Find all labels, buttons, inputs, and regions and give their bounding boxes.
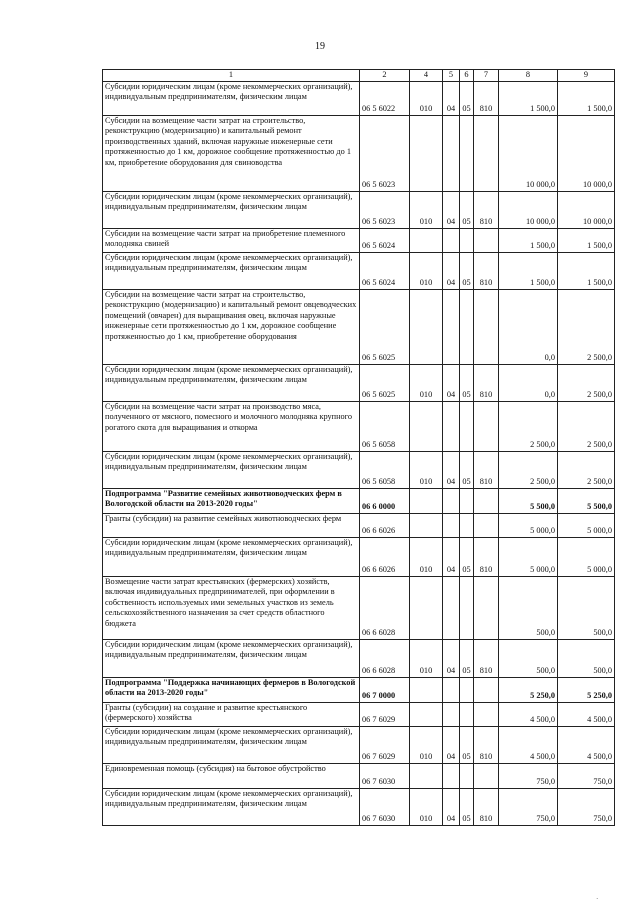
amount-cell: 500,0 (558, 576, 615, 639)
department-code-cell (410, 115, 443, 191)
subsection-cell: 05 (460, 537, 474, 576)
expense-type-cell (474, 401, 499, 451)
amount-cell: 10 000,0 (499, 115, 558, 191)
header-cell: 1 (103, 70, 360, 82)
subsection-cell (460, 228, 474, 252)
code-cell: 06 5 6024 (360, 228, 410, 252)
code-cell: 06 7 6030 (360, 763, 410, 788)
department-code-cell (410, 513, 443, 537)
amount-cell: 2 500,0 (558, 401, 615, 451)
code-cell: 06 5 6025 (360, 364, 410, 401)
description-cell: Субсидии юридическим лицам (кроме некоммерческих организаций), индивидуальным предпринимателям, физическим лицам (103, 726, 360, 763)
subsection-cell: 05 (460, 788, 474, 825)
department-code-cell: 010 (410, 451, 443, 488)
department-code-cell: 010 (410, 726, 443, 763)
subsection-cell: 05 (460, 364, 474, 401)
page-number: 19 (315, 41, 325, 52)
code-cell: 06 5 6024 (360, 252, 410, 289)
department-code-cell (410, 763, 443, 788)
amount-cell: 4 500,0 (499, 702, 558, 726)
section-cell: 04 (443, 726, 460, 763)
table-row (103, 364, 615, 401)
expense-type-cell: 810 (474, 364, 499, 401)
subsection-cell (460, 401, 474, 451)
table-row (103, 702, 615, 726)
table-row (103, 763, 615, 788)
subsection-cell (460, 488, 474, 513)
subsection-cell (460, 576, 474, 639)
subsection-cell: 05 (460, 191, 474, 228)
table-row (103, 726, 615, 763)
header-cell: 5 (443, 70, 460, 82)
expense-type-cell (474, 115, 499, 191)
corner-mark: · (596, 895, 599, 903)
description-cell: Субсидии на возмещение части затрат на приобретение племенного молодняка свиней (103, 228, 360, 252)
section-cell (443, 677, 460, 702)
subsection-cell: 05 (460, 639, 474, 677)
description-cell: Субсидии на возмещение части затрат на производство мяса, полученного от мясного, помесного и молочного молодняка крупного рогатого скота для выращивания и откорма (103, 401, 360, 451)
amount-cell: 5 000,0 (499, 513, 558, 537)
expense-type-cell: 810 (474, 81, 499, 115)
amount-cell: 0,0 (499, 364, 558, 401)
table-row (103, 115, 615, 191)
header-cell: 9 (558, 70, 615, 82)
subsection-cell: 05 (460, 451, 474, 488)
description-cell: Единовременная помощь (субсидия) на бытовое обустройство (103, 763, 360, 788)
table-row (103, 81, 615, 115)
code-cell: 06 7 6029 (360, 726, 410, 763)
table-row (103, 191, 615, 228)
section-cell (443, 228, 460, 252)
department-code-cell (410, 702, 443, 726)
table-row (103, 488, 615, 513)
amount-cell: 5 000,0 (499, 537, 558, 576)
section-cell (443, 289, 460, 364)
amount-cell: 2 500,0 (558, 451, 615, 488)
department-code-cell: 010 (410, 537, 443, 576)
header-cell: 8 (499, 70, 558, 82)
code-cell: 06 7 6029 (360, 702, 410, 726)
table-row (103, 639, 615, 677)
table-row (103, 576, 615, 639)
section-cell (443, 763, 460, 788)
code-cell: 06 6 6026 (360, 537, 410, 576)
expense-type-cell (474, 702, 499, 726)
section-cell (443, 488, 460, 513)
subsection-cell (460, 677, 474, 702)
table-row (103, 228, 615, 252)
amount-cell: 750,0 (558, 763, 615, 788)
description-cell: Субсидии юридическим лицам (кроме некоммерческих организаций), индивидуальным предпринимателям, физическим лицам (103, 639, 360, 677)
amount-cell: 5 250,0 (499, 677, 558, 702)
table-row (103, 401, 615, 451)
department-code-cell: 010 (410, 639, 443, 677)
amount-cell: 5 000,0 (558, 513, 615, 537)
section-cell: 04 (443, 451, 460, 488)
code-cell: 06 7 6030 (360, 788, 410, 825)
description-cell: Субсидии на возмещение части затрат на строительство, реконструкцию (модернизацию) и капитальный ремонт овцеводческих помещений (овчарен) для выращивания овец, включая наружные инженерные сети протяженностью до 1 км, дорожное сообщение протяженностью до 1 км, приобретение оборудования (103, 289, 360, 364)
subsection-cell (460, 115, 474, 191)
header-cell: 7 (474, 70, 499, 82)
amount-cell: 750,0 (499, 788, 558, 825)
expense-type-cell (474, 763, 499, 788)
subsection-cell: 05 (460, 81, 474, 115)
code-cell: 06 5 6023 (360, 191, 410, 228)
amount-cell: 1 500,0 (558, 252, 615, 289)
amount-cell: 10 000,0 (558, 115, 615, 191)
header-cell: 4 (410, 70, 443, 82)
code-cell: 06 6 6028 (360, 576, 410, 639)
expense-type-cell (474, 576, 499, 639)
expense-type-cell: 810 (474, 788, 499, 825)
section-cell (443, 115, 460, 191)
section-cell (443, 702, 460, 726)
department-code-cell: 010 (410, 364, 443, 401)
description-cell: Субсидии юридическим лицам (кроме некоммерческих организаций), индивидуальным предпринимателям, физическим лицам (103, 191, 360, 228)
amount-cell: 5 000,0 (558, 537, 615, 576)
budget-table (102, 69, 615, 826)
expense-type-cell: 810 (474, 726, 499, 763)
amount-cell: 1 500,0 (558, 228, 615, 252)
expense-type-cell (474, 488, 499, 513)
subsection-cell: 05 (460, 726, 474, 763)
subsection-cell (460, 513, 474, 537)
amount-cell: 500,0 (499, 639, 558, 677)
expense-type-cell: 810 (474, 252, 499, 289)
amount-cell: 5 500,0 (558, 488, 615, 513)
code-cell: 06 6 6026 (360, 513, 410, 537)
amount-cell: 750,0 (558, 788, 615, 825)
amount-cell: 10 000,0 (499, 191, 558, 228)
subsection-cell (460, 289, 474, 364)
expense-type-cell (474, 677, 499, 702)
expense-type-cell: 810 (474, 191, 499, 228)
department-code-cell: 010 (410, 81, 443, 115)
code-cell: 06 5 6025 (360, 289, 410, 364)
amount-cell: 1 500,0 (499, 228, 558, 252)
subsection-cell (460, 702, 474, 726)
description-cell: Субсидии юридическим лицам (кроме некоммерческих организаций), индивидуальным предпринимателям, физическим лицам (103, 252, 360, 289)
description-cell: Подпрограмма "Поддержка начинающих фермеров в Вологодской области на 2013-2020 годы" (103, 677, 360, 702)
amount-cell: 10 000,0 (558, 191, 615, 228)
code-cell: 06 6 6028 (360, 639, 410, 677)
section-cell (443, 576, 460, 639)
code-cell: 06 5 6058 (360, 451, 410, 488)
table-row (103, 513, 615, 537)
section-cell: 04 (443, 191, 460, 228)
expense-type-cell: 810 (474, 537, 499, 576)
expense-type-cell (474, 513, 499, 537)
header-cell: 2 (360, 70, 410, 82)
amount-cell: 5 250,0 (558, 677, 615, 702)
amount-cell: 4 500,0 (499, 726, 558, 763)
description-cell: Подпрограмма "Развитие семейных животноводческих ферм в Вологодской области на 2013-2020 годы" (103, 488, 360, 513)
code-cell: 06 5 6022 (360, 81, 410, 115)
expense-type-cell (474, 228, 499, 252)
code-cell: 06 7 0000 (360, 677, 410, 702)
section-cell: 04 (443, 81, 460, 115)
amount-cell: 2 500,0 (558, 289, 615, 364)
amount-cell: 4 500,0 (558, 702, 615, 726)
amount-cell: 0,0 (499, 289, 558, 364)
expense-type-cell: 810 (474, 451, 499, 488)
description-cell: Субсидии юридическим лицам (кроме некоммерческих организаций), индивидуальным предпринимателям, физическим лицам (103, 364, 360, 401)
department-code-cell (410, 677, 443, 702)
table-row (103, 289, 615, 364)
section-cell: 04 (443, 252, 460, 289)
department-code-cell: 010 (410, 788, 443, 825)
table-row (103, 252, 615, 289)
amount-cell: 2 500,0 (558, 364, 615, 401)
table-row (103, 451, 615, 488)
amount-cell: 2 500,0 (499, 451, 558, 488)
section-cell (443, 401, 460, 451)
amount-cell: 2 500,0 (499, 401, 558, 451)
amount-cell: 1 500,0 (499, 81, 558, 115)
department-code-cell (410, 401, 443, 451)
amount-cell: 1 500,0 (499, 252, 558, 289)
description-cell: Гранты (субсидии) на развитие семейных животноводческих ферм (103, 513, 360, 537)
section-cell: 04 (443, 788, 460, 825)
description-cell: Субсидии юридическим лицам (кроме некоммерческих организаций), индивидуальным предпринимателям, физическим лицам (103, 451, 360, 488)
department-code-cell (410, 576, 443, 639)
table-row (103, 788, 615, 825)
subsection-cell (460, 763, 474, 788)
section-cell: 04 (443, 639, 460, 677)
amount-cell: 750,0 (499, 763, 558, 788)
section-cell: 04 (443, 364, 460, 401)
department-code-cell: 010 (410, 252, 443, 289)
description-cell: Возмещение части затрат крестьянских (фермерских) хозяйств, включая индивидуальных предпринимателей, при оформлении в собственность используемых ими земельных участков из земель сельскохозяйственного назначения за счет средств областного бюджета (103, 576, 360, 639)
expense-type-cell (474, 289, 499, 364)
code-cell: 06 5 6023 (360, 115, 410, 191)
department-code-cell (410, 289, 443, 364)
table-header-row (103, 70, 615, 82)
subsection-cell: 05 (460, 252, 474, 289)
section-cell: 04 (443, 537, 460, 576)
description-cell: Гранты (субсидии) на создание и развитие крестьянского (фермерского) хозяйства (103, 702, 360, 726)
amount-cell: 5 500,0 (499, 488, 558, 513)
amount-cell: 4 500,0 (558, 726, 615, 763)
description-cell: Субсидии на возмещение части затрат на строительство, реконструкцию (модернизацию) и капитальный ремонт производственных зданий, включая наружные инженерные сети протяженностью до 1 км, дорожное сообщение протяженностью до 1 км, приобретение оборудования для свиноводства (103, 115, 360, 191)
code-cell: 06 6 0000 (360, 488, 410, 513)
table-row (103, 537, 615, 576)
table-row (103, 677, 615, 702)
department-code-cell (410, 228, 443, 252)
header-cell: 6 (460, 70, 474, 82)
description-cell: Субсидии юридическим лицам (кроме некоммерческих организаций), индивидуальным предпринимателям, физическим лицам (103, 537, 360, 576)
description-cell: Субсидии юридическим лицам (кроме некоммерческих организаций), индивидуальным предпринимателям, физическим лицам (103, 788, 360, 825)
department-code-cell (410, 488, 443, 513)
section-cell (443, 513, 460, 537)
amount-cell: 500,0 (558, 639, 615, 677)
code-cell: 06 5 6058 (360, 401, 410, 451)
amount-cell: 500,0 (499, 576, 558, 639)
amount-cell: 1 500,0 (558, 81, 615, 115)
department-code-cell: 010 (410, 191, 443, 228)
description-cell: Субсидии юридическим лицам (кроме некоммерческих организаций), индивидуальным предпринимателям, физическим лицам (103, 81, 360, 115)
expense-type-cell: 810 (474, 639, 499, 677)
